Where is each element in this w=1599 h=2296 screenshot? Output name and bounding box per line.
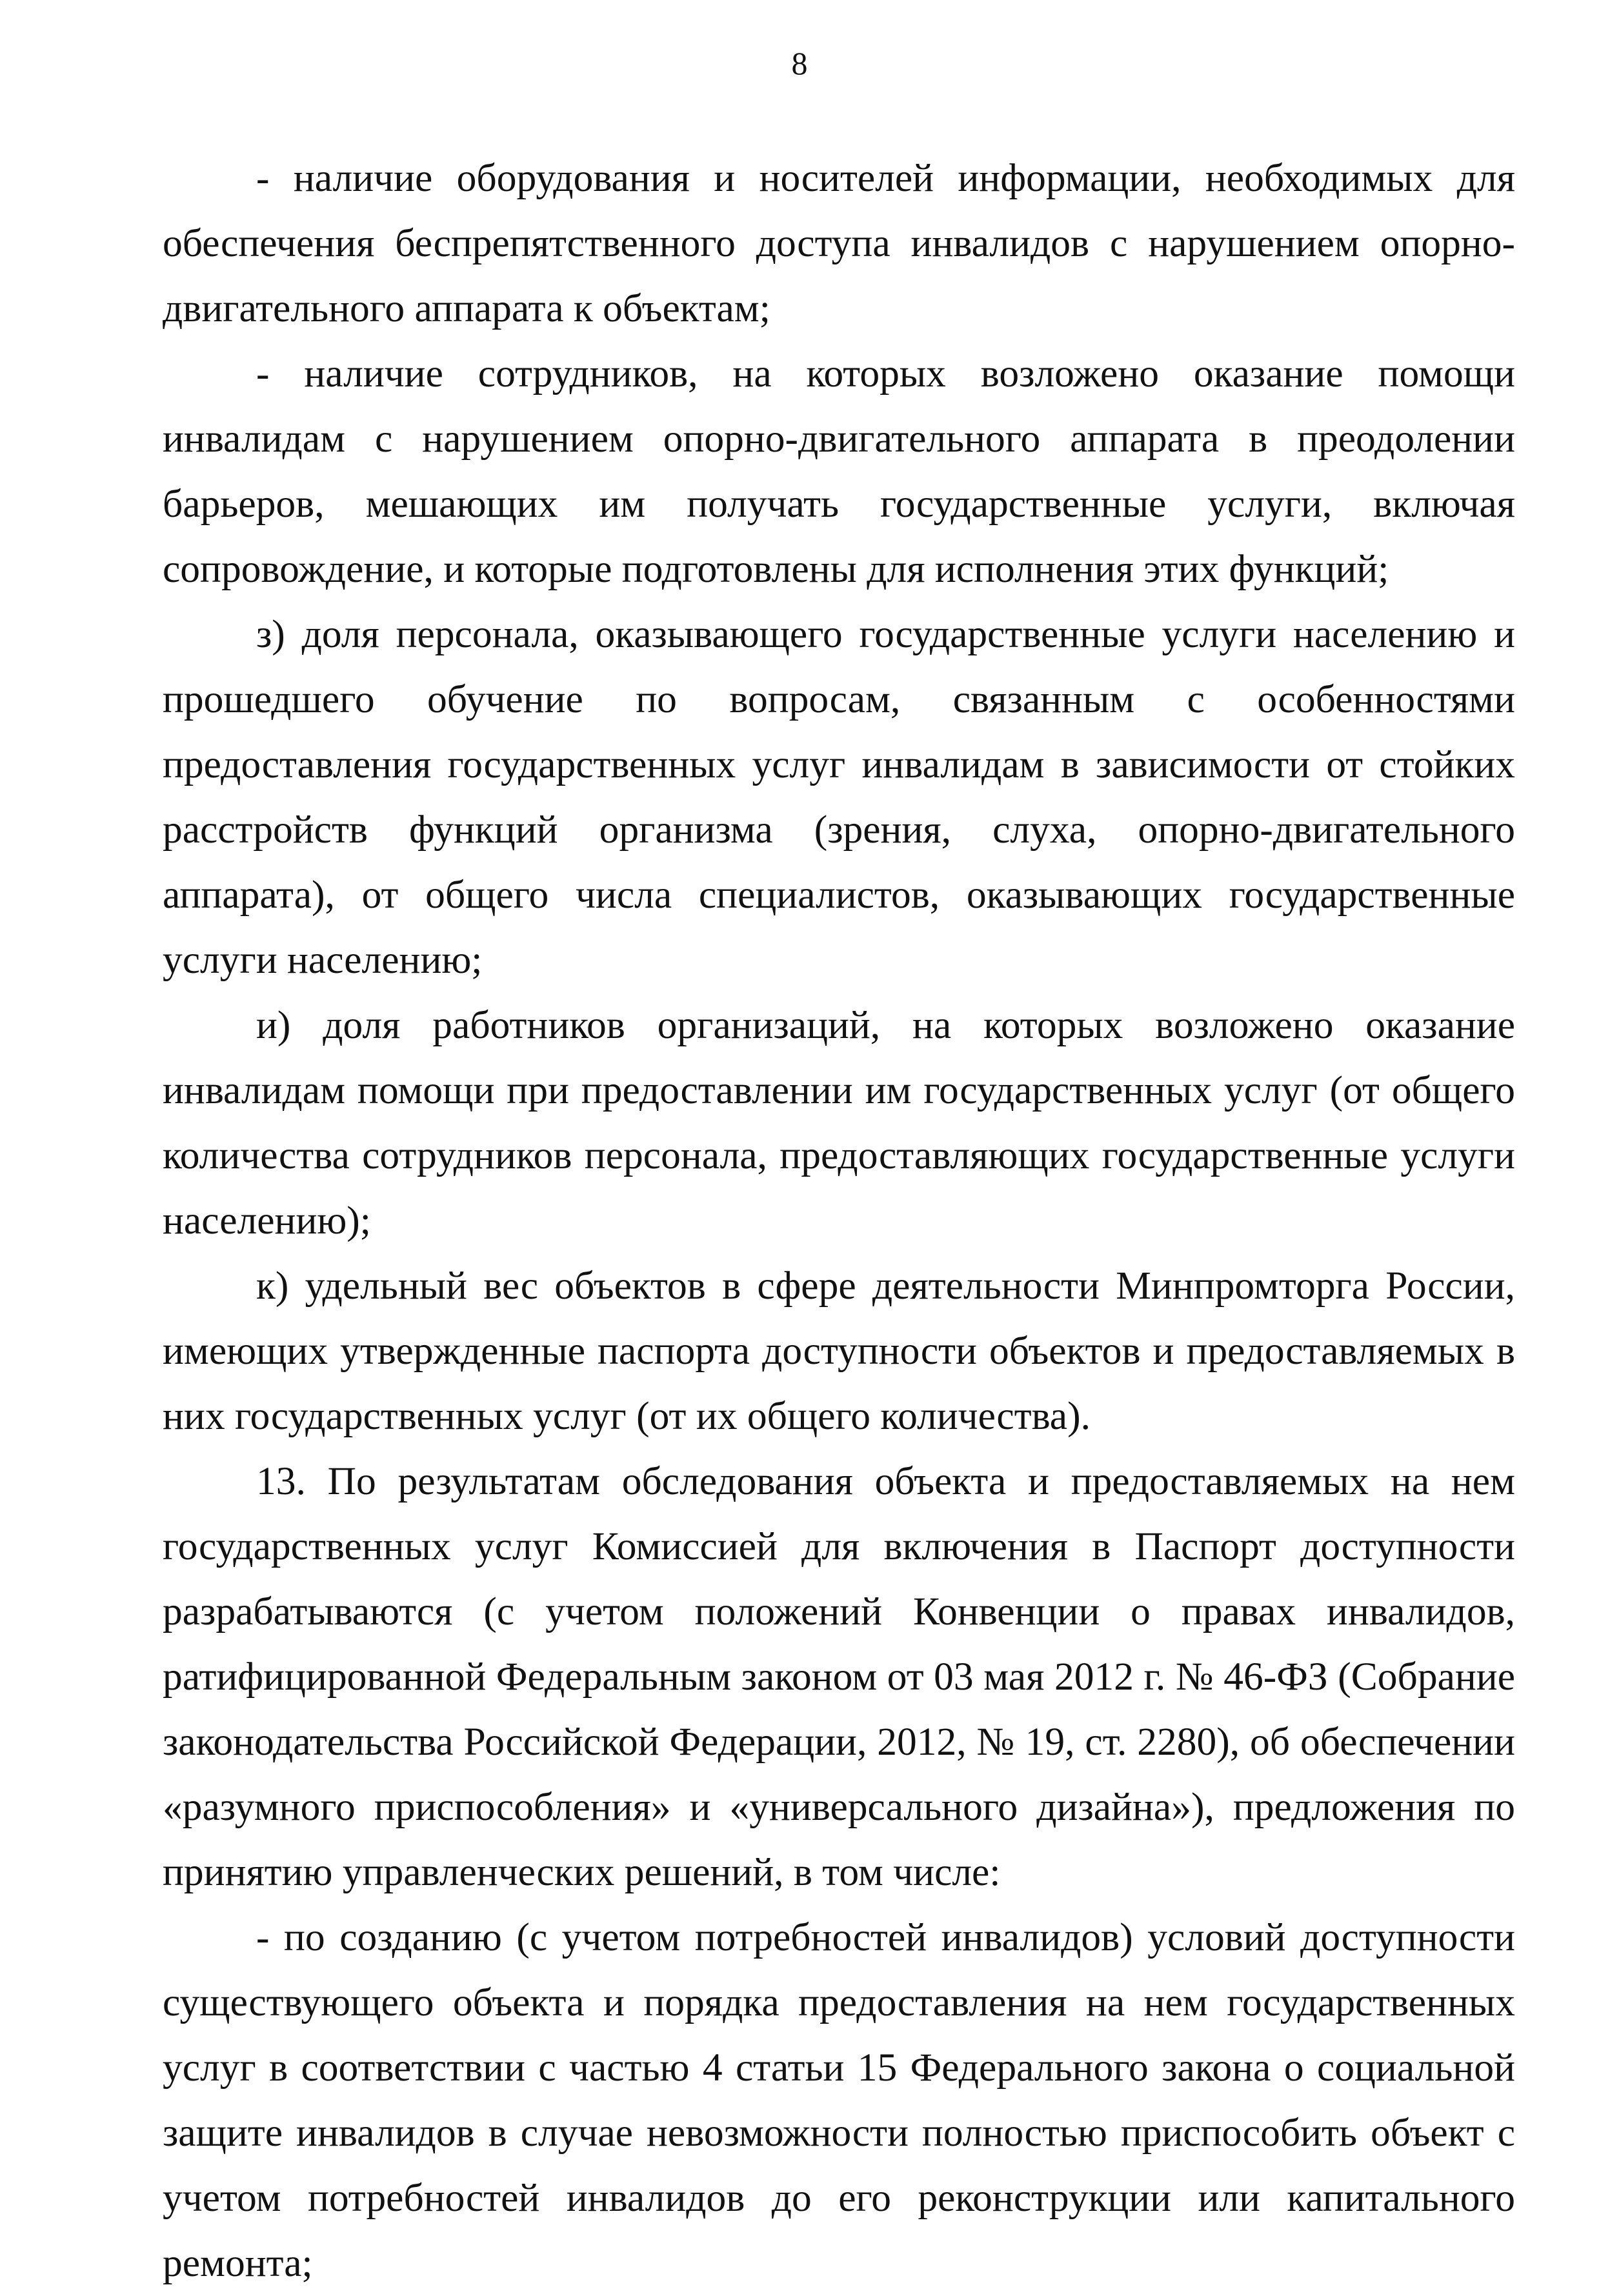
page-number: 8 [791, 45, 808, 81]
document-body [163, 146, 1515, 2296]
paragraph-item-k-objects-share: к) удельный вес объектов в сфере деятельности Минпромторга России, имеющих утвержденные паспорта доступности объектов и предоставляемых в них государственных услуг (от их общего количества). [163, 1264, 1515, 1438]
paragraph-staff-assistance: - наличие сотрудников, на которых возложено оказание помощи инвалидам с нарушением опорно-двигательного аппарата в преодолении барьеров, мешающих им получать государственные услуги, включая сопровождение, и которые подготовлены для исполнения этих функций; [163, 352, 1515, 591]
paragraph-item-i-workers-share: и) доля работников организаций, на которых возложено оказание инвалидам помощи при предоставлении им государственных услуг (от общего количества сотрудников персонала, предоставляющих государственные услуги населению); [163, 1003, 1515, 1243]
paragraph-accessibility-conditions: - по созданию (с учетом потребностей инвалидов) условий доступности существующего объекта и порядка предоставления на нем государственных услуг в соответствии с частью 4 статьи 15 Федерального закона о социальной защите инвалидов в случае невозможности полностью приспособить объект с учетом потребностей инвалидов до его реконструкции или капитального ремонта; [163, 1915, 1515, 2285]
paragraph-section-13: 13. По результатам обследования объекта и предоставляемых на нем государственных услуг Комиссией для включения в Паспорт доступности разрабатываются (с учетом положений Конвенции о правах инвалидов, ратифицированной Федеральным законом от 03 мая 2012 г. № 46-ФЗ (Собрание законодательства Российской Федерации, 2012, № 19, ст. 2280), об обеспечении «разумного приспособления» и «универсального дизайна»), предложения по принятию управленческих решений, в том числе: [163, 1459, 1515, 1894]
paragraph-item-z-trained-personnel: з) доля персонала, оказывающего государственные услуги населению и прошедшего обучение по вопросам, связанным с особенностями предоставления государственных услуг инвалидам в зависимости от стойких расстройств функций организма (зрения, слуха, опорно-двигательного аппарата), от общего числа специалистов, оказывающих государственные услуги населению; [163, 612, 1515, 982]
paragraph-equipment-availability: - наличие оборудования и носителей информации, необходимых для обеспечения беспрепятственного доступа инвалидов с нарушением опорно-двигательного аппарата к объектам; [163, 156, 1515, 330]
